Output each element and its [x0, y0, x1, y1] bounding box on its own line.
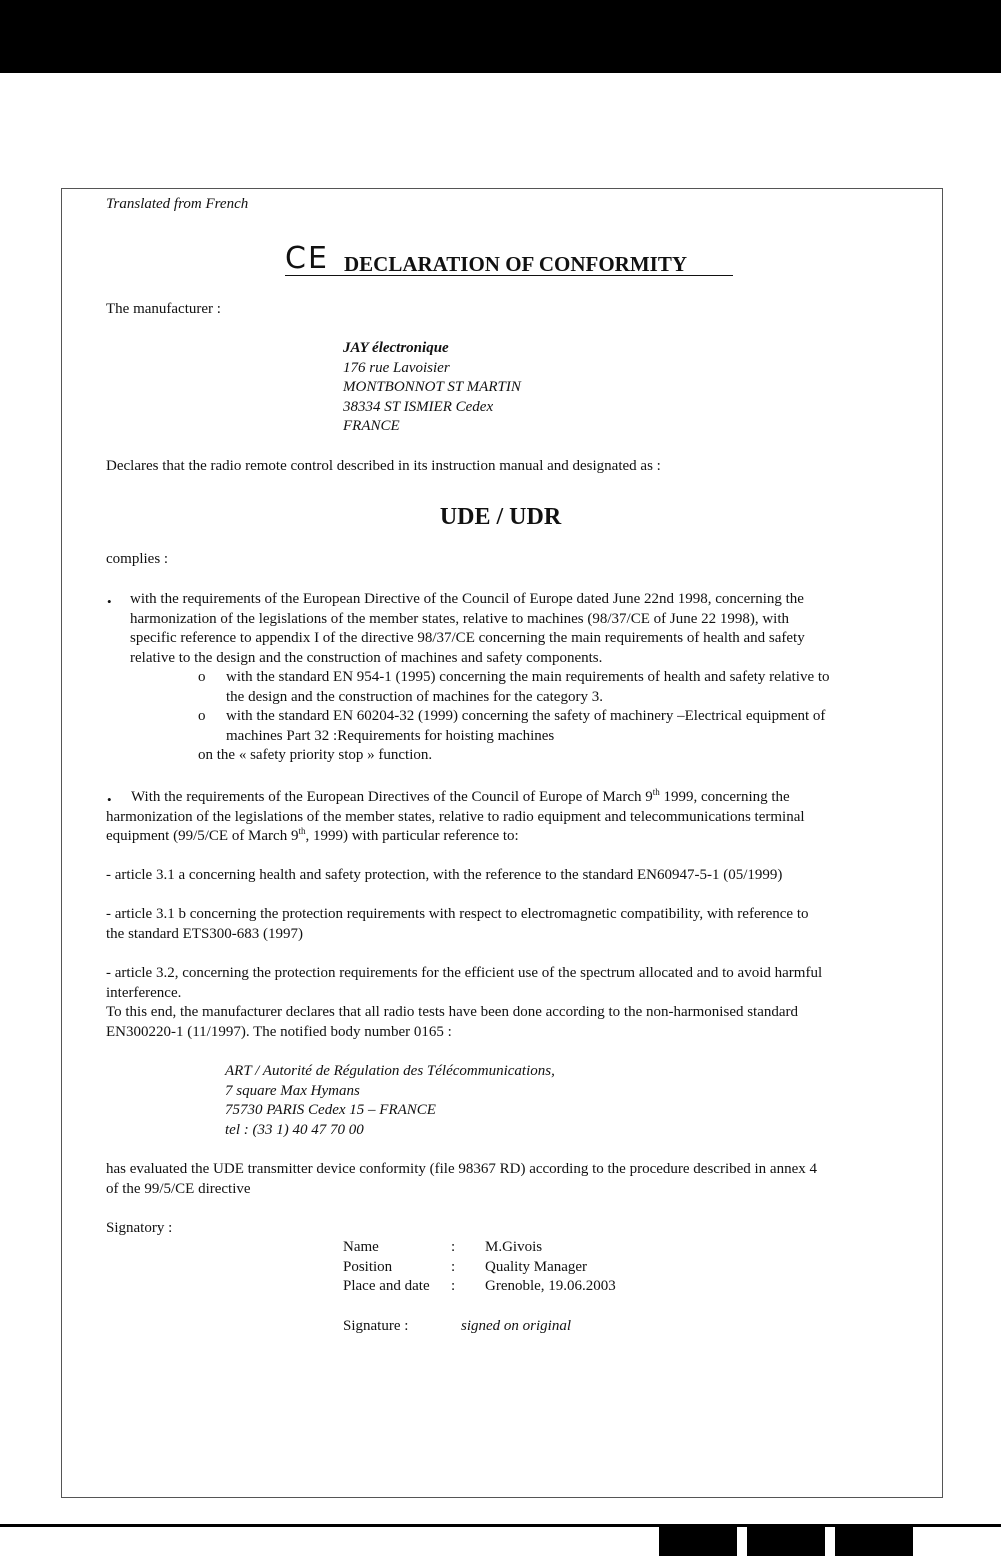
row-colon: :: [451, 1239, 456, 1255]
address-line: tel : (33 1) 40 47 70 00: [225, 1121, 364, 1138]
declares-text: Declares that the radio remote control described in its instruction manual and designated as :: [106, 458, 661, 474]
footer-tab: [747, 1527, 825, 1556]
signature-value: signed on original: [461, 1318, 572, 1334]
bullet-icon: •: [107, 792, 112, 807]
title-text: DECLARATION OF CONFORMITY: [344, 252, 688, 276]
paragraph-line: with the requirements of the European Directive of the Council of Europe dated June 22nd 1998, concerning the: [130, 591, 804, 607]
row-colon: :: [451, 1258, 456, 1275]
row-value: Grenoble, 19.06.2003: [485, 1278, 616, 1294]
row-key: Name: [343, 1239, 379, 1255]
machines-directive-paragraph: [130, 590, 805, 668]
evaluation-paragraph: [106, 1160, 817, 1199]
title-underline: [285, 275, 733, 276]
paragraph-line: with the standard EN 954-1 (1995) concerning the main requirements of health and safety relative to: [226, 669, 830, 685]
paragraph-line: - article 3.1 b concerning the protection requirements with respect to electromagnetic compatibility, with reference to: [106, 906, 809, 922]
standard-en60204-item: [226, 707, 825, 746]
bullet-icon: •: [107, 594, 112, 609]
notified-body-address: [225, 1062, 555, 1140]
row-value: Quality Manager: [485, 1258, 588, 1275]
paragraph-line: EN300220-1 (11/1997). The notified body number 0165 :: [106, 1023, 452, 1040]
ce-mark-icon: CE: [285, 241, 329, 276]
row-colon: :: [451, 1278, 456, 1294]
text-run: , 1999) with particular reference to:: [305, 828, 519, 844]
manufacturer-label: The manufacturer :: [106, 301, 221, 317]
address-line: 75730 PARIS Cedex 15 – FRANCE: [225, 1102, 436, 1118]
paragraph-line: harmonization of the legislations of the member states, relative to machines (98/37/CE of June 22 1998), with: [130, 610, 790, 627]
text-run: 1999, concerning the: [659, 789, 790, 805]
standard-en954-item: [226, 668, 830, 707]
text-run: equipment (99/5/CE of March 9: [106, 828, 299, 844]
circle-bullet-icon: o: [198, 669, 206, 685]
paragraph-line: the standard ETS300-683 (1997): [106, 925, 304, 942]
article-3-2: [106, 964, 822, 1042]
address-line: FRANCE: [343, 418, 400, 434]
signature-label: Signature :: [343, 1318, 409, 1334]
complies-label: complies :: [106, 551, 169, 567]
paragraph-line: of the 99/5/CE directive: [106, 1180, 251, 1197]
paragraph-line: machines Part 32 :Requirements for hoisting machines: [226, 727, 555, 744]
radio-directive-line1: [131, 788, 790, 808]
paragraph-line: relative to the design and the construction of machines and safety components.: [130, 649, 603, 666]
superscript: th: [298, 826, 306, 836]
safety-function-line: on the « safety priority stop » function.: [198, 747, 433, 763]
paragraph-line: with the standard EN 60204-32 (1999) concerning the safety of machinery –Electrical equipment of: [226, 708, 826, 724]
row-value: M.Givois: [485, 1239, 543, 1255]
translated-note: Translated from French: [106, 196, 249, 212]
radio-directive-line2: harmonization of the legislations of the member states, relative to radio equipment and telecommunications terminal: [106, 809, 805, 825]
paragraph-line: the design and the construction of machines for the category 3.: [226, 688, 603, 705]
superscript: th: [652, 787, 660, 797]
row-key: Place and date: [343, 1278, 430, 1294]
footer-tab: [835, 1527, 913, 1556]
paragraph-line: - article 3.2, concerning the protection requirements for the efficient use of the spectrum allocated and to avoid harmful: [106, 965, 823, 981]
paragraph-line: interference.: [106, 984, 182, 1001]
text-run: With the requirements of the European Directives of the Council of Europe of March 9: [131, 789, 653, 805]
footer-tab: [659, 1527, 737, 1556]
product-name: UDE / UDR: [439, 504, 562, 530]
document-title: [285, 241, 733, 278]
article-3-1-a: - article 3.1 a concerning health and safety protection, with the reference to the standard EN60947-5-1 (05/1999): [106, 867, 783, 883]
address-line: 38334 ST ISMIER Cedex: [343, 398, 494, 415]
article-3-1-b: [106, 905, 809, 944]
manufacturer-address: [343, 339, 521, 437]
radio-directive-line3: [106, 827, 519, 847]
row-key: Position: [343, 1258, 393, 1275]
paragraph-line: has evaluated the UDE transmitter device conformity (file 98367 RD) according to the procedure described in annex 4: [106, 1161, 817, 1177]
signatory-label: Signatory :: [106, 1220, 173, 1236]
header-band: [0, 0, 1001, 73]
address-line: MONTBONNOT ST MARTIN: [343, 379, 521, 395]
address-line: ART / Autorité de Régulation des Télécommunications,: [225, 1063, 555, 1079]
paragraph-line: To this end, the manufacturer declares that all radio tests have been done according to the non-harmonised standard: [106, 1004, 799, 1020]
address-line: 7 square Max Hymans: [225, 1082, 360, 1099]
circle-bullet-icon: o: [198, 708, 206, 724]
paragraph-line: specific reference to appendix I of the directive 98/37/CE concerning the main requirements of health and safety: [130, 630, 805, 646]
manufacturer-name: JAY électronique: [343, 340, 449, 356]
address-line: 176 rue Lavoisier: [343, 359, 450, 376]
